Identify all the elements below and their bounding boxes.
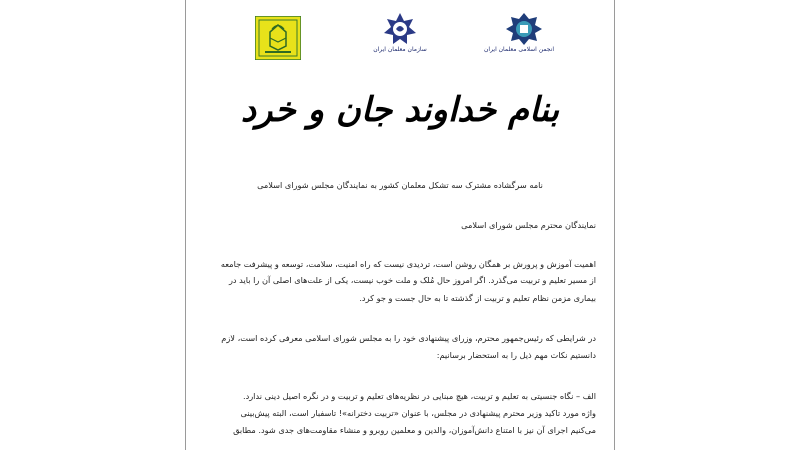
document-page: [185, 0, 615, 450]
islamic-teachers-association-logo: [484, 12, 554, 60]
paragraph-line: در شرایطی که رئیس‌جمهور محترم، وزرای پیشنهادی خود را به مجلس شورای اسلامی معرفی کرده است، لازم: [221, 333, 596, 343]
right-logo-caption: انجمن اسلامی معلمان ایران: [484, 46, 554, 53]
basmala-heading: بنام خداوند جان و خرد: [240, 90, 560, 130]
paragraph-line: واژه مورد تاکید وزیر محترم پیشنهادی در مجلس، با عنوان «تربیت دخترانه»! تاسفبار است، البته پیش‌بینی: [240, 408, 596, 418]
iran-teachers-organization-logo: [370, 12, 430, 60]
paragraph-line: بیماری مزمن نظام تعلیم و تربیت از گذشته تا به حال جست و جو کرد.: [359, 293, 596, 303]
shield-emblem-icon: [505, 12, 543, 46]
star-emblem-icon: [383, 12, 417, 46]
paragraph-line: دانستیم نکات مهم ذیل را به استحضار برسانیم:: [436, 350, 596, 360]
paragraph-line: می‌کنیم اجرای آن نیز با امتناع دانش‌آموزان، والدین و معلمین روبرو و منشاء مقاومت‌های جدی شود. مطابق: [233, 425, 596, 435]
paragraph-line: از مسیر تعلیم و تربیت می‌گذرد. اگر امروز حال مُلک و ملت خوب نیست، یکی از علت‌های اصلی آن را باید در: [228, 275, 596, 285]
letter-caption: نامه سرگشاده مشترک سه تشکل معلمان کشور به نمایندگان مجلس شورای اسلامی: [257, 180, 543, 190]
salutation: نمایندگان محترم مجلس شورای اسلامی: [461, 220, 596, 230]
book-emblem-icon: [255, 16, 301, 60]
logo-row: [186, 8, 614, 63]
center-logo-caption: سازمان معلمان ایران: [373, 46, 427, 53]
teachers-association-logo: [248, 16, 308, 64]
paragraph-line: الف – نگاه جنسیتی به تعلیم و تربیت، هیچ مبنایی در نظریه‌های تعلیم و تربیت و در نگره اصیل دینی ندارد.: [242, 391, 596, 401]
paragraph-line: اهمیت آموزش و پرورش بر همگان روشن است، تردیدی نیست که راه امنیت، سلامت، توسعه و پیشرفت جامعه: [220, 259, 596, 269]
